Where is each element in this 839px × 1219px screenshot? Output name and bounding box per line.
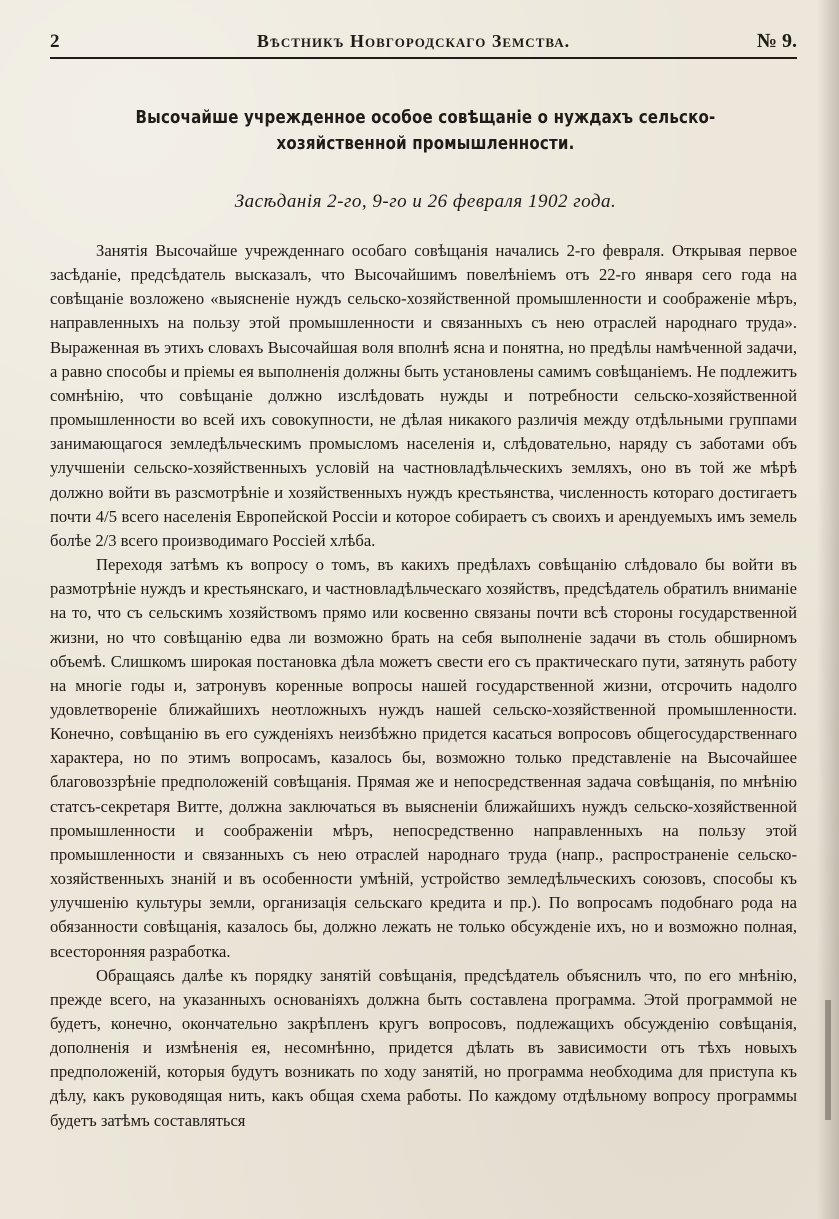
paragraph-2: Переходя затѣмъ къ вопросу о томъ, въ какихъ предѣлахъ совѣщанію слѣдовало бы войти въ размотрѣніе нуждъ и крестьянскаго, и частновладѣльческаго хозяйствъ, предсѣдатель обратилъ вниманіе на то, что съ сельскимъ хозяйствомъ прямо или косвенно связаны почти всѣ стороны государственной жизни, но что совѣщанію едва ли возможно брать на себя выполненіе задачи въ столь обширномъ объемѣ. Слишкомъ широкая постановка дѣла можетъ свести его съ практическаго пути, затянуть работу на многіе годы и, затронувъ коренные вопросы нашей государственной жизни, отсрочить надолго удовлетвореніе ближайшихъ неотложныхъ нуждъ нашей сельско-хозяйственной промышленности. Конечно, совѣщанію въ его сужденіяхъ неизбѣжно придется касаться вопросовъ общегосударственнаго характера, но по этимъ вопросамъ, казалось бы, возможно только представленіе на Высочайшее благовоззрѣніе предположеній совѣщанія. Прямая же и непосредственная задача совѣщанія, по мнѣнію статсъ-секретаря Витте, должна заключаться въ выясненіи ближайшихъ нуждъ сельско-хозяйственной промышленности и соображеніи мѣръ, непосредственно направленныхъ на пользу этой промышленности и связанныхъ съ нею отраслей народнаго труда (напр., распространеніе сельско-хозяйственныхъ знаній и въ особенности умѣній, устройство земледѣльческихъ союзовъ, способы къ улучшенію культуры земли, организація сельскаго кредита и пр.). По вопросамъ подобнаго рода на обязанности совѣщанія, казалось бы, должно лежать не только обсужденіе ихъ, но и возможно полная, всесторонняя разработка. (50, 555, 797, 961)
paragraph-3: Обращаясь далѣе къ порядку занятій совѣщанія, предсѣдатель объяснилъ что, по его мнѣнію, прежде всего, на указанныхъ основаніяхъ должна быть составлена программа. Этой программой не будетъ, конечно, окончательно закрѣпленъ кругъ вопросовъ, подлежащихъ обсужденію совѣщанія, дополненія и измѣненія ея, несомнѣнно, придется дѣлать въ зависимости отъ тѣхъ новыхъ предположеній, которыя будутъ возникать по ходу занятій, но программа необходима для приступа къ дѣлу, какъ руководящая нить, какъ общая схема работы. По каждому отдѣльному вопросу программы будетъ затѣмъ составляться (50, 965, 797, 1130)
article-title: Высочайше учрежденное особое совѣщаніе о нуждахъ сельско-хозяйственной промышленности. (135, 108, 716, 154)
page-edge-mark (825, 1000, 831, 1120)
running-header (50, 30, 797, 59)
paragraph-1: Занятія Высочайше учрежденнаго особаго совѣщанія начались 2-го февраля. Открывая первое засѣданіе, предсѣдатель высказалъ, что Высочайшимъ повелѣніемъ отъ 22-го января сего года на совѣщаніе возложено «выясненіе нуждъ сельско-хозяйственной промышленности и соображеніе мѣръ, направленныхъ на пользу этой промышленности и связанныхъ съ нею отраслей народнаго труда». Выраженная въ этихъ словахъ Высочайшая воля вполнѣ ясна и понятна, но предѣлы намѣченной задачи, а равно способы и пріемы ея выполненія должны быть установлены самимъ совѣщаніемъ. Не подлежитъ сомнѣнію, что совѣщаніе должно изслѣдовать нужды и потребности сельско-хозяйственной промышленности во всей ихъ совокупности, не дѣлая никакого различія между отдѣльными группами занимающагося земледѣльческимъ промысломъ населенія и, слѣдовательно, наряду съ заботами объ улучшеніи сельско-хозяйственныхъ условій на частновладѣльческихъ земляхъ, оно въ той же мѣрѣ должно войти въ разсмотрѣніе и хозяйственныхъ нуждъ крестьянства, численность котораго достигаетъ почти 4/5 всего населенія Европейской Россіи и которое собираетъ съ своихъ и арендуемыхъ имъ земель болѣе 2/3 всего производимаго Россіей хлѣба. (50, 241, 797, 550)
journal-title: Вѣстникъ Новгородскаго Земства. (256, 31, 571, 51)
article-body (50, 239, 797, 1133)
session-dates: Засѣданія 2-го, 9-го и 26 февраля 1902 года. (234, 191, 617, 212)
issue-number: № 9. (756, 30, 797, 52)
page-number: 2 (50, 31, 60, 52)
